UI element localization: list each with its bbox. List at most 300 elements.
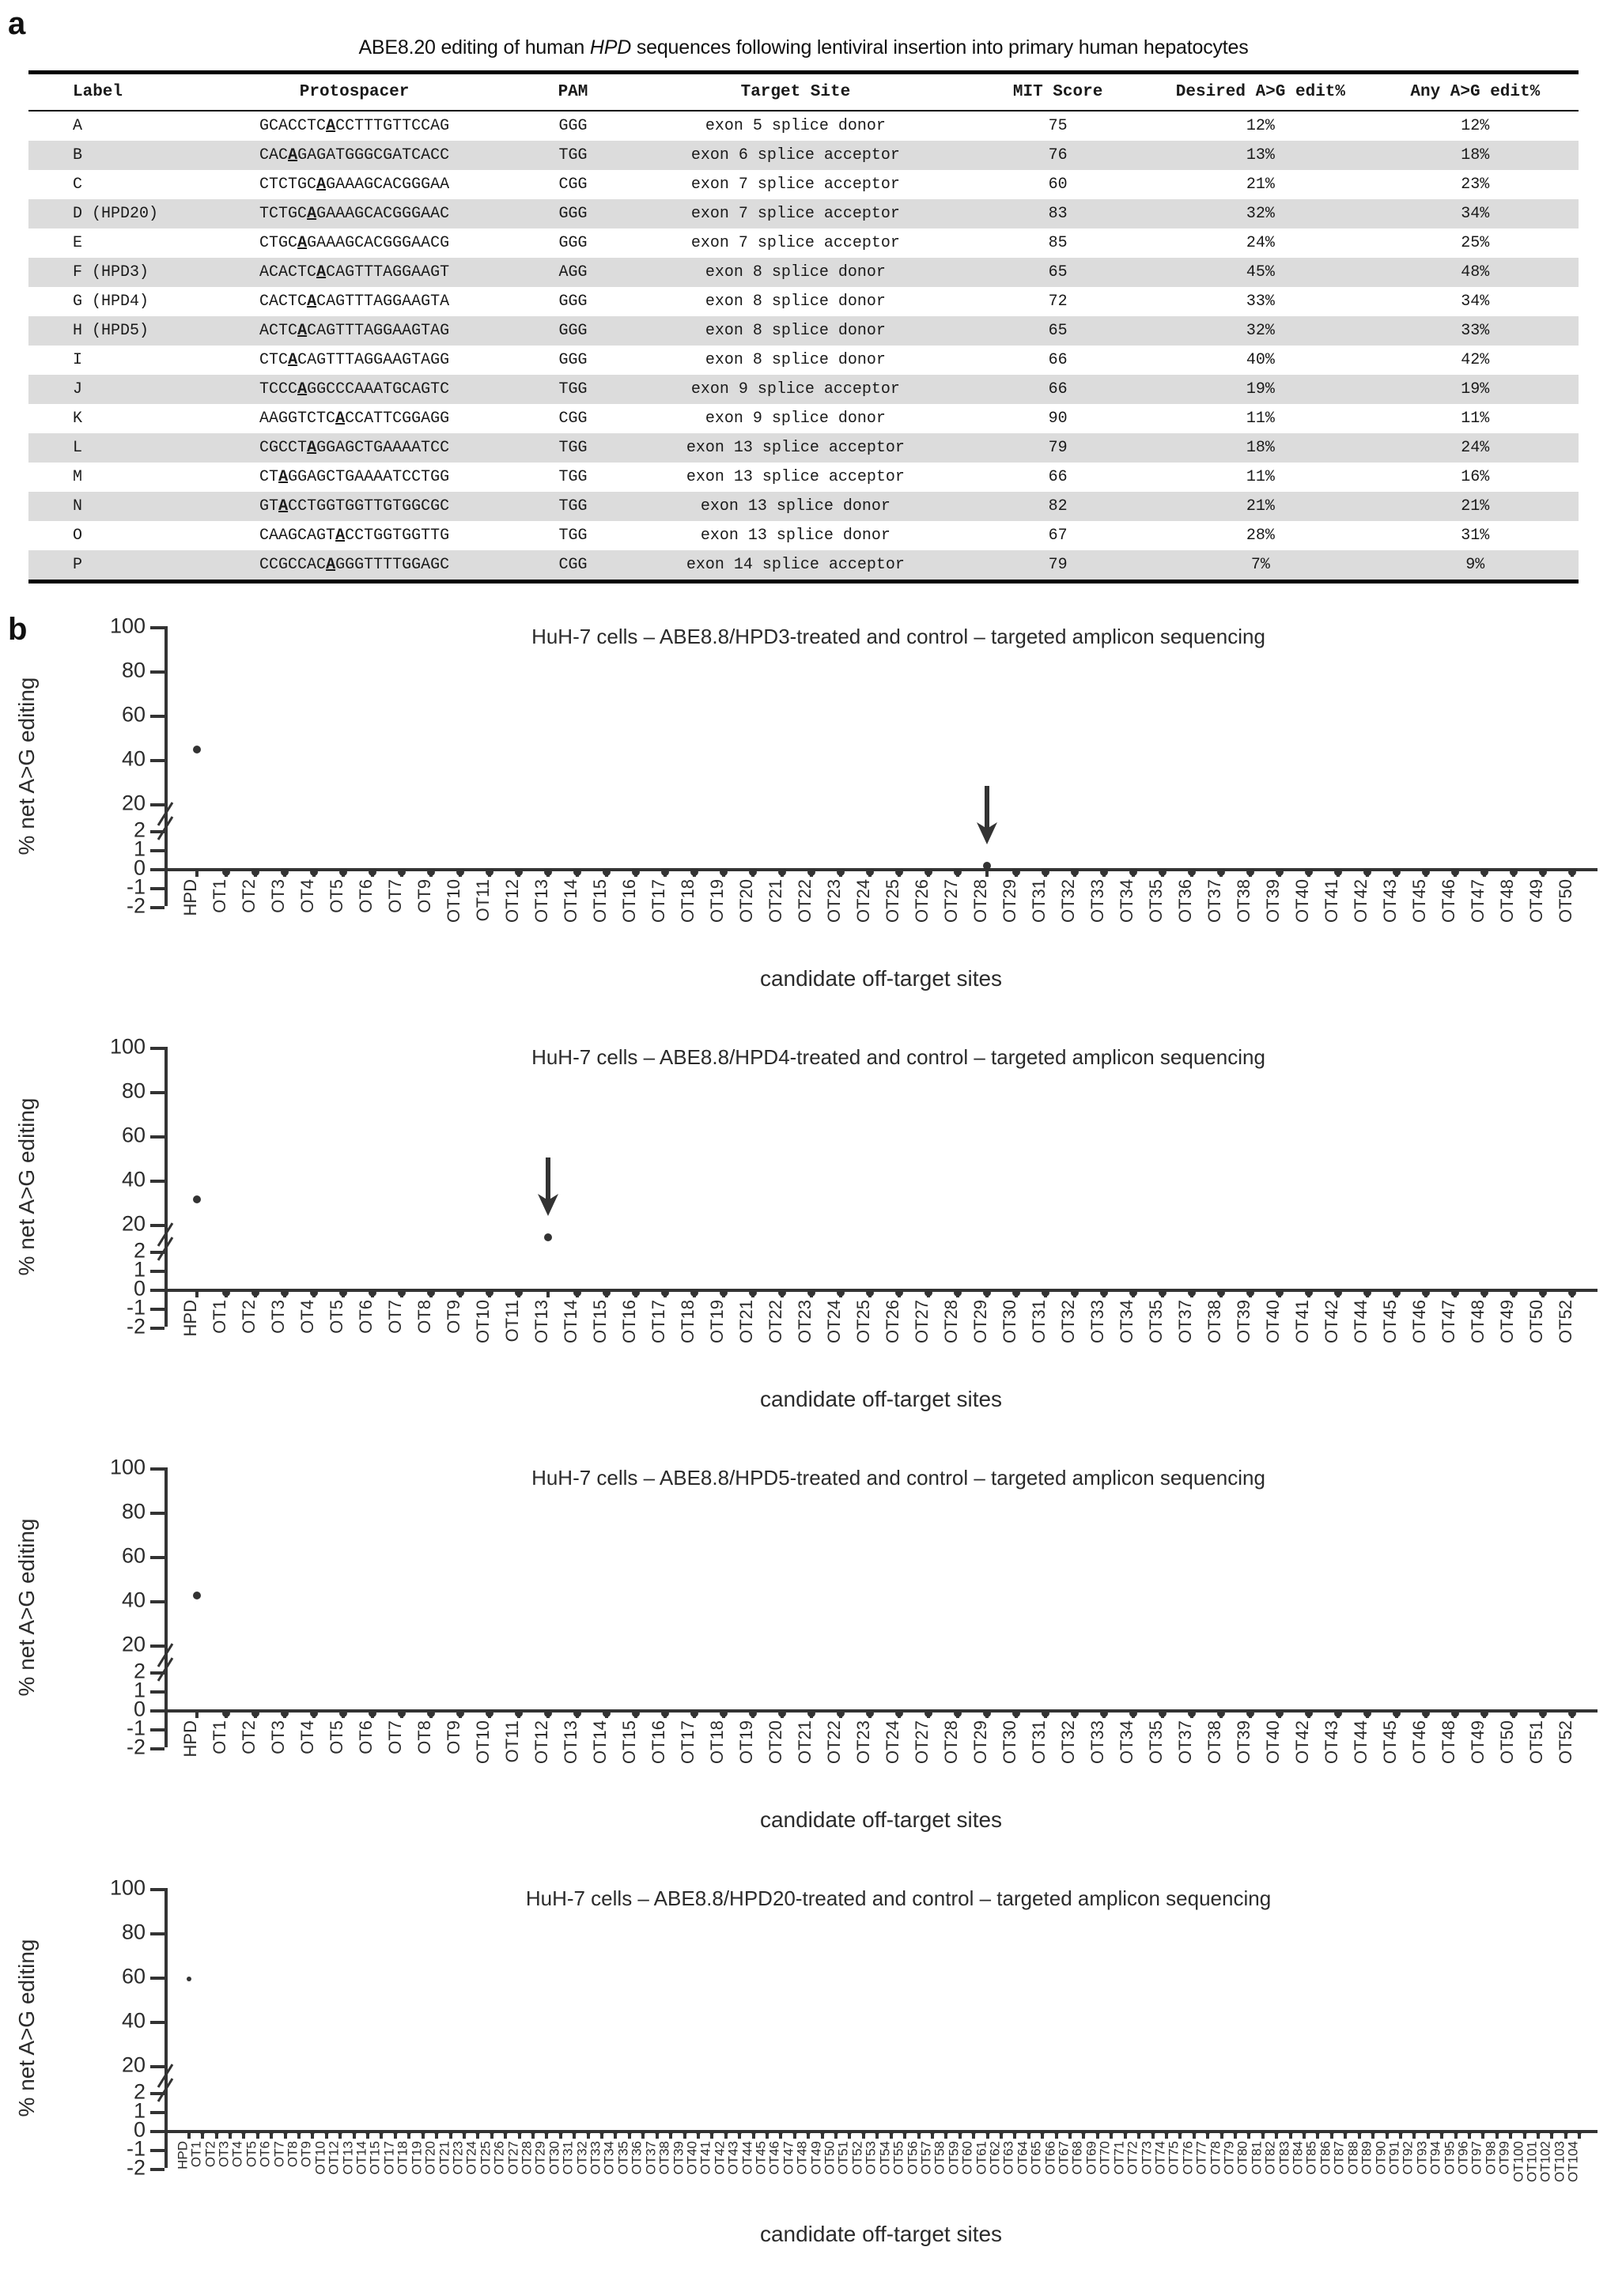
x-tick-label: OT9 bbox=[414, 879, 434, 913]
x-tick bbox=[1249, 1709, 1252, 1718]
y-axis-line bbox=[164, 1467, 168, 1747]
cell-label: J bbox=[73, 380, 83, 398]
x-tick bbox=[898, 1289, 901, 1297]
y-tick-label-upper: 60 bbox=[121, 1543, 146, 1568]
y-tick-label-upper: 80 bbox=[121, 1078, 146, 1103]
x-tick bbox=[517, 1289, 520, 1297]
x-tick bbox=[1015, 1289, 1018, 1297]
x-tick-label: OT23 bbox=[823, 879, 844, 923]
x-tick bbox=[1220, 2130, 1223, 2139]
x-tick-label: OT22 bbox=[823, 1720, 844, 1765]
x-tick-label: OT52 bbox=[1555, 1720, 1575, 1765]
x-tick bbox=[944, 2130, 947, 2139]
x-tick-label: OT92 bbox=[1400, 2141, 1416, 2175]
x-tick bbox=[225, 868, 228, 877]
x-tick-label: OT23 bbox=[853, 1720, 873, 1765]
x-tick bbox=[1454, 1709, 1457, 1718]
x-tick bbox=[407, 2130, 410, 2139]
x-tick bbox=[215, 2130, 218, 2139]
x-tick bbox=[641, 2130, 645, 2139]
y-tick-label-lower: 0 bbox=[133, 1697, 146, 1721]
y-tick-lower bbox=[150, 868, 164, 871]
x-tick bbox=[1541, 1709, 1545, 1718]
x-tick-label: OT49 bbox=[1496, 1300, 1517, 1344]
x-tick bbox=[868, 1709, 872, 1718]
x-tick bbox=[1509, 2130, 1512, 2139]
x-tick bbox=[229, 2130, 232, 2139]
x-tick-label: OT26 bbox=[911, 879, 932, 923]
x-tick-label: OT40 bbox=[1262, 1300, 1283, 1344]
x-tick-label: OT44 bbox=[1350, 1720, 1371, 1765]
y-tick-label-upper: 80 bbox=[121, 1499, 146, 1524]
x-tick-label: OT37 bbox=[1174, 1300, 1195, 1344]
x-tick bbox=[400, 1709, 403, 1718]
chart-title: HuH-7 cells – ABE8.8/HPD20-treated and control – targeted amplicon sequencing bbox=[525, 1886, 1272, 1910]
x-tick-label: OT13 bbox=[531, 1300, 551, 1344]
x-tick bbox=[559, 2130, 562, 2139]
x-tick bbox=[1161, 1289, 1164, 1297]
y-axis-label: % net A>G editing bbox=[14, 677, 39, 855]
x-tick bbox=[986, 2130, 989, 2139]
cell-target-site: exon 13 splice acceptor bbox=[686, 439, 905, 457]
y-tick-label-lower: 0 bbox=[133, 2117, 146, 2142]
x-tick-label: OT66 bbox=[1042, 2141, 1058, 2175]
x-tick-labels bbox=[164, 2141, 1598, 2228]
x-tick-label: OT91 bbox=[1386, 2141, 1402, 2175]
x-tick-label: OT22 bbox=[765, 1300, 785, 1344]
x-tick bbox=[834, 2130, 838, 2139]
x-tick-label: OT16 bbox=[618, 879, 639, 923]
x-tick-label: OT3 bbox=[267, 879, 288, 913]
y-tick-label-upper: 40 bbox=[121, 746, 146, 771]
x-tick bbox=[634, 1289, 637, 1297]
data-point bbox=[187, 1977, 191, 1981]
x-tick-label: OT3 bbox=[216, 2141, 232, 2168]
x-tick bbox=[1015, 1709, 1018, 1718]
x-tick bbox=[463, 2130, 466, 2139]
x-tick bbox=[225, 1289, 228, 1297]
x-tick bbox=[1412, 2130, 1416, 2139]
x-tick-label: OT102 bbox=[1537, 2141, 1553, 2182]
cell-target-site: exon 6 splice acceptor bbox=[690, 146, 900, 164]
x-tick-label: OT31 bbox=[1028, 1720, 1049, 1765]
x-tick-label: OT10 bbox=[472, 1720, 493, 1765]
x-tick bbox=[868, 1289, 872, 1297]
y-tick-upper bbox=[150, 2021, 164, 2024]
x-tick bbox=[312, 1289, 316, 1297]
x-tick bbox=[664, 1709, 667, 1718]
x-tick bbox=[766, 2130, 769, 2139]
x-tick bbox=[394, 2130, 397, 2139]
x-tick-label: OT41 bbox=[1321, 879, 1341, 923]
chart-2 bbox=[0, 1034, 1607, 1455]
x-tick-label: OT43 bbox=[1321, 1720, 1341, 1765]
y-tick-label-upper: 20 bbox=[121, 1211, 146, 1236]
cell-label: P bbox=[28, 550, 187, 582]
cell-pam: TGG bbox=[558, 439, 588, 457]
x-tick-label: OT24 bbox=[853, 879, 873, 923]
cell-pam: TGG bbox=[558, 468, 588, 486]
x-tick-label: OT25 bbox=[853, 1300, 873, 1344]
x-tick-label: OT81 bbox=[1249, 2141, 1265, 2175]
x-tick bbox=[1234, 2130, 1237, 2139]
x-tick-label: OT53 bbox=[863, 2141, 879, 2175]
cell-pam: TGG bbox=[558, 527, 588, 545]
x-tick bbox=[517, 1709, 520, 1718]
x-tick-label: OT29 bbox=[970, 1720, 990, 1765]
x-tick bbox=[1041, 2130, 1044, 2139]
y-tick-label-upper: 60 bbox=[121, 702, 146, 727]
cell-any-edit: 34% bbox=[1461, 293, 1490, 311]
x-tick bbox=[956, 1289, 959, 1297]
x-tick bbox=[1495, 2130, 1499, 2139]
x-tick-label: OT1 bbox=[209, 1300, 229, 1334]
y-tick-label-upper: 60 bbox=[121, 1964, 146, 1988]
x-tick bbox=[195, 1289, 199, 1297]
x-tick bbox=[1541, 1289, 1545, 1297]
x-tick-label: OT15 bbox=[367, 2141, 383, 2175]
x-tick-label: OT39 bbox=[1233, 1720, 1253, 1765]
y-tick-lower bbox=[150, 2149, 164, 2152]
x-tick-label: OT49 bbox=[808, 2141, 824, 2175]
edited-adenine: A bbox=[307, 439, 317, 457]
x-tick-label: OT51 bbox=[835, 2141, 851, 2175]
x-tick bbox=[1249, 1289, 1252, 1297]
y-tick-label-lower: -1 bbox=[126, 874, 146, 899]
y-tick-upper bbox=[150, 1467, 164, 1471]
x-tick-label: OT36 bbox=[1174, 879, 1195, 923]
col-header-target-site: Target Site bbox=[625, 73, 966, 111]
x-tick-label: OT10 bbox=[472, 1300, 493, 1344]
x-tick bbox=[325, 2130, 328, 2139]
x-tick-label: OT27 bbox=[911, 1720, 932, 1765]
x-tick bbox=[751, 1289, 754, 1297]
x-tick bbox=[242, 2130, 245, 2139]
x-tick bbox=[751, 1709, 754, 1718]
x-tick-label: OT64 bbox=[1015, 2141, 1030, 2175]
x-tick bbox=[1278, 1289, 1281, 1297]
y-tick-label-upper: 100 bbox=[109, 1455, 146, 1479]
x-tick bbox=[985, 868, 989, 877]
x-tick-label: OT99 bbox=[1496, 2141, 1512, 2175]
x-tick bbox=[1344, 2130, 1347, 2139]
x-tick bbox=[546, 1289, 550, 1297]
x-tick bbox=[1395, 1289, 1398, 1297]
x-tick-label: OT47 bbox=[1438, 1300, 1458, 1344]
x-tick bbox=[256, 2130, 259, 2139]
y-tick-upper bbox=[150, 1512, 164, 1515]
x-tick-label: OT57 bbox=[918, 2141, 934, 2175]
cell-protospacer: CAAGCAGTACCTGGTGGTTG bbox=[259, 527, 450, 545]
x-tick bbox=[1219, 1709, 1223, 1718]
x-tick bbox=[576, 1709, 579, 1718]
cell-mit-score: 76 bbox=[1048, 146, 1068, 164]
y-tick-upper bbox=[150, 1047, 164, 1050]
x-tick-label: OT1 bbox=[188, 2141, 204, 2168]
y-tick-label-upper: 100 bbox=[109, 1875, 146, 1900]
annotation-arrow-icon bbox=[535, 1157, 562, 1223]
y-axis-line bbox=[164, 1888, 168, 2168]
x-tick-label: OT21 bbox=[794, 1720, 815, 1765]
y-tick-lower bbox=[150, 1289, 164, 1292]
x-tick-label: OT39 bbox=[1233, 1300, 1253, 1344]
x-tick bbox=[1366, 1289, 1369, 1297]
x-tick-label: OT46 bbox=[1438, 879, 1458, 923]
x-tick bbox=[722, 868, 725, 877]
table-row bbox=[28, 287, 1579, 316]
zero-baseline bbox=[164, 868, 1598, 871]
x-tick bbox=[254, 1709, 257, 1718]
x-tick bbox=[1395, 1709, 1398, 1718]
x-tick bbox=[605, 1289, 608, 1297]
x-tick-label: HPD bbox=[180, 1300, 200, 1337]
x-tick-label: OT15 bbox=[618, 1720, 639, 1765]
x-tick-label: OT13 bbox=[531, 879, 551, 923]
x-tick-label: OT82 bbox=[1262, 2141, 1278, 2175]
x-tick bbox=[1161, 868, 1164, 877]
x-tick-label: OT26 bbox=[491, 2141, 507, 2175]
x-tick-label: OT42 bbox=[1350, 879, 1371, 923]
cell-label: H (HPD5) bbox=[73, 322, 149, 340]
cell-target-site: exon 8 splice donor bbox=[705, 351, 886, 369]
x-tick bbox=[400, 1289, 403, 1297]
x-tick bbox=[927, 868, 930, 877]
x-tick bbox=[738, 2130, 741, 2139]
cell-desired-edit: 13% bbox=[1246, 146, 1275, 164]
x-tick bbox=[1178, 2130, 1182, 2139]
x-tick-label: OT22 bbox=[794, 879, 815, 923]
x-tick-label: OT7 bbox=[384, 1720, 405, 1754]
y-tick-lower bbox=[150, 1747, 164, 1750]
x-tick-label: OT89 bbox=[1359, 2141, 1374, 2175]
x-tick bbox=[669, 2130, 672, 2139]
y-tick-label-lower: 0 bbox=[133, 1276, 146, 1301]
x-tick-label: OT70 bbox=[1097, 2141, 1113, 2175]
cell-mit-score: 66 bbox=[1048, 468, 1068, 486]
cell-mit-score: 79 bbox=[1048, 439, 1068, 457]
table-row bbox=[28, 199, 1579, 228]
x-tick bbox=[821, 2130, 824, 2139]
x-tick-label: OT58 bbox=[932, 2141, 947, 2175]
x-tick-label: OT59 bbox=[946, 2141, 962, 2175]
y-tick-label-lower: 1 bbox=[133, 1678, 146, 1702]
x-tick-label: OT100 bbox=[1511, 2141, 1526, 2182]
x-tick-label: OT46 bbox=[1408, 1720, 1429, 1765]
x-tick bbox=[793, 2130, 796, 2139]
cell-protospacer: CTCTGCAGAAAGCACGGGAA bbox=[259, 176, 450, 194]
x-tick bbox=[693, 1709, 696, 1718]
x-tick bbox=[1190, 1289, 1193, 1297]
y-axis-label: % net A>G editing bbox=[14, 1939, 39, 2117]
x-tick-label: OT3 bbox=[267, 1300, 288, 1334]
y-tick-label-upper: 40 bbox=[121, 1588, 146, 1612]
x-tick bbox=[1523, 2130, 1526, 2139]
x-tick bbox=[1151, 2130, 1155, 2139]
x-tick-label: OT11 bbox=[501, 1300, 522, 1342]
x-tick bbox=[225, 1709, 228, 1718]
x-tick bbox=[1564, 2130, 1567, 2139]
x-tick-label: OT47 bbox=[781, 2141, 796, 2175]
cell-pam: GGG bbox=[558, 351, 588, 369]
x-tick bbox=[985, 1709, 989, 1718]
x-tick bbox=[1481, 2130, 1484, 2139]
cell-mit-score: 72 bbox=[1048, 293, 1068, 311]
x-tick-label: OT49 bbox=[1526, 879, 1546, 923]
x-tick-label: OT14 bbox=[560, 1300, 580, 1344]
x-tick-label: OT50 bbox=[822, 2141, 838, 2175]
x-tick bbox=[1307, 1289, 1310, 1297]
x-tick-label: OT55 bbox=[890, 2141, 906, 2175]
y-tick-label-upper: 80 bbox=[121, 658, 146, 682]
x-tick bbox=[312, 868, 316, 877]
x-tick-label: OT6 bbox=[355, 1720, 376, 1754]
y-tick-upper bbox=[150, 670, 164, 674]
x-tick bbox=[664, 868, 667, 877]
x-tick-label: OT4 bbox=[297, 1300, 317, 1334]
x-tick-label: OT6 bbox=[355, 1300, 376, 1334]
x-tick-label: OT15 bbox=[589, 1300, 610, 1344]
x-tick bbox=[1044, 1289, 1047, 1297]
x-tick-label: OT40 bbox=[684, 2141, 700, 2175]
x-tick bbox=[518, 2130, 521, 2139]
edited-adenine: A bbox=[297, 380, 308, 398]
x-tick-label: OT27 bbox=[505, 2141, 521, 2175]
cell-any-edit: 34% bbox=[1461, 205, 1490, 223]
x-tick bbox=[342, 1289, 345, 1297]
x-tick-label: OT19 bbox=[409, 2141, 425, 2175]
x-tick bbox=[488, 868, 491, 877]
cell-target-site: exon 8 splice donor bbox=[705, 293, 886, 311]
x-tick bbox=[1015, 868, 1018, 877]
x-tick-label: OT9 bbox=[443, 1720, 463, 1754]
x-tick bbox=[693, 868, 696, 877]
x-tick-label: OT17 bbox=[648, 879, 668, 923]
y-tick-label-lower: -2 bbox=[126, 1314, 146, 1339]
edited-adenine: A bbox=[297, 322, 308, 340]
x-tick-label: OT85 bbox=[1303, 2141, 1319, 2175]
cell-protospacer: GTACCTGGTGGTTGTGGCGC bbox=[259, 497, 450, 515]
cell-mit-score: 66 bbox=[1048, 351, 1068, 369]
cell-pam: AGG bbox=[558, 263, 588, 281]
table-row bbox=[28, 433, 1579, 463]
cell-mit-score: 82 bbox=[1048, 497, 1068, 515]
y-tick-label-upper: 20 bbox=[121, 1632, 146, 1656]
y-tick-label-lower: -2 bbox=[126, 1735, 146, 1759]
x-tick-label: OT29 bbox=[532, 2141, 548, 2175]
cell-protospacer: ACTCACAGTTTAGGAAGTAG bbox=[259, 322, 450, 340]
x-tick bbox=[366, 2130, 369, 2139]
x-tick-label: OT32 bbox=[1057, 1300, 1078, 1344]
x-tick bbox=[1454, 1289, 1457, 1297]
col-header-desired-edit: Desired A>G edit% bbox=[1149, 73, 1371, 111]
x-tick-label: OT93 bbox=[1414, 2141, 1430, 2175]
cell-mit-score: 67 bbox=[1048, 527, 1068, 545]
x-tick-label: OT20 bbox=[765, 1720, 785, 1765]
cell-desired-edit: 40% bbox=[1246, 351, 1275, 369]
x-tick bbox=[1082, 2130, 1085, 2139]
x-tick-label: OT48 bbox=[794, 2141, 810, 2175]
cell-target-site: exon 9 splice acceptor bbox=[690, 380, 900, 398]
x-tick bbox=[283, 1709, 286, 1718]
cell-pam: CGG bbox=[521, 550, 625, 582]
x-tick bbox=[1013, 2130, 1016, 2139]
chart-title: HuH-7 cells – ABE8.8/HPD5-treated and control – targeted amplicon sequencing bbox=[531, 1466, 1265, 1490]
x-tick-labels bbox=[164, 879, 1598, 966]
x-tick-label: OT78 bbox=[1208, 2141, 1223, 2175]
x-tick bbox=[605, 868, 608, 877]
cell-mit-score: 60 bbox=[1048, 176, 1068, 194]
y-tick-label-lower: 1 bbox=[133, 1257, 146, 1282]
x-tick bbox=[1190, 868, 1193, 877]
data-point bbox=[193, 1195, 201, 1203]
y-tick-upper bbox=[150, 1556, 164, 1559]
x-tick bbox=[338, 2130, 342, 2139]
x-tick-label: OT33 bbox=[1087, 1300, 1107, 1344]
y-tick-label-lower: -1 bbox=[126, 1295, 146, 1320]
y-tick-label-upper: 80 bbox=[121, 1920, 146, 1944]
x-tick bbox=[1132, 1709, 1135, 1718]
x-tick-label: OT30 bbox=[546, 2141, 562, 2175]
x-tick bbox=[1044, 1709, 1047, 1718]
x-tick-label: OT5 bbox=[326, 1300, 346, 1334]
y-axis-label: % net A>G editing bbox=[14, 1097, 39, 1276]
x-tick bbox=[195, 868, 199, 877]
x-tick bbox=[1249, 868, 1252, 877]
x-tick-label: OT28 bbox=[940, 1720, 961, 1765]
x-tick bbox=[1578, 2130, 1581, 2139]
cell-mit-score: 65 bbox=[1048, 322, 1068, 340]
x-tick bbox=[1337, 1289, 1340, 1297]
table-title-pre: ABE8.20 editing of human bbox=[358, 36, 590, 59]
x-tick bbox=[1366, 868, 1369, 877]
x-tick-label: OT104 bbox=[1565, 2141, 1581, 2182]
x-tick bbox=[1550, 2130, 1553, 2139]
x-tick bbox=[903, 2130, 906, 2139]
x-tick-label: OT21 bbox=[735, 1300, 756, 1344]
cell-protospacer: CTAGGAGCTGAAAATCCTGG bbox=[259, 468, 450, 486]
x-tick bbox=[839, 868, 842, 877]
x-tick bbox=[1358, 2130, 1361, 2139]
x-tick bbox=[459, 868, 462, 877]
x-tick bbox=[254, 1289, 257, 1297]
x-tick-label: OT62 bbox=[987, 2141, 1003, 2175]
edited-adenine: A bbox=[288, 351, 298, 369]
cell-target-site: exon 7 splice acceptor bbox=[690, 205, 900, 223]
cell-protospacer: GCACCTCACCTTTGTTCCAG bbox=[259, 117, 450, 135]
cell-protospacer: CTGCAGAAAGCACGGGAACG bbox=[259, 234, 450, 252]
x-tick-label: OT12 bbox=[501, 879, 522, 923]
cell-label: B bbox=[73, 146, 83, 164]
x-tick-label: OT71 bbox=[1111, 2141, 1127, 2175]
x-tick-label: OT56 bbox=[905, 2141, 921, 2175]
x-tick-label: OT7 bbox=[271, 2141, 287, 2168]
y-tick-upper bbox=[150, 759, 164, 762]
x-tick-label: OT23 bbox=[794, 1300, 815, 1344]
x-tick-label: OT50 bbox=[1496, 1720, 1517, 1765]
col-header-mit-score: MIT Score bbox=[966, 73, 1149, 111]
x-tick-label: OT44 bbox=[739, 2141, 755, 2175]
x-tick bbox=[890, 2130, 893, 2139]
x-tick-label: OT31 bbox=[1028, 1300, 1049, 1344]
x-tick bbox=[1440, 2130, 1443, 2139]
edited-adenine: A bbox=[307, 293, 317, 311]
cell-mit-score: 79 bbox=[966, 550, 1149, 582]
x-tick bbox=[810, 868, 813, 877]
cell-pam: GGG bbox=[558, 293, 588, 311]
x-tick-label: OT103 bbox=[1552, 2141, 1567, 2182]
cell-target-site: exon 9 splice donor bbox=[705, 410, 886, 428]
x-tick-label: OT4 bbox=[229, 2141, 245, 2168]
